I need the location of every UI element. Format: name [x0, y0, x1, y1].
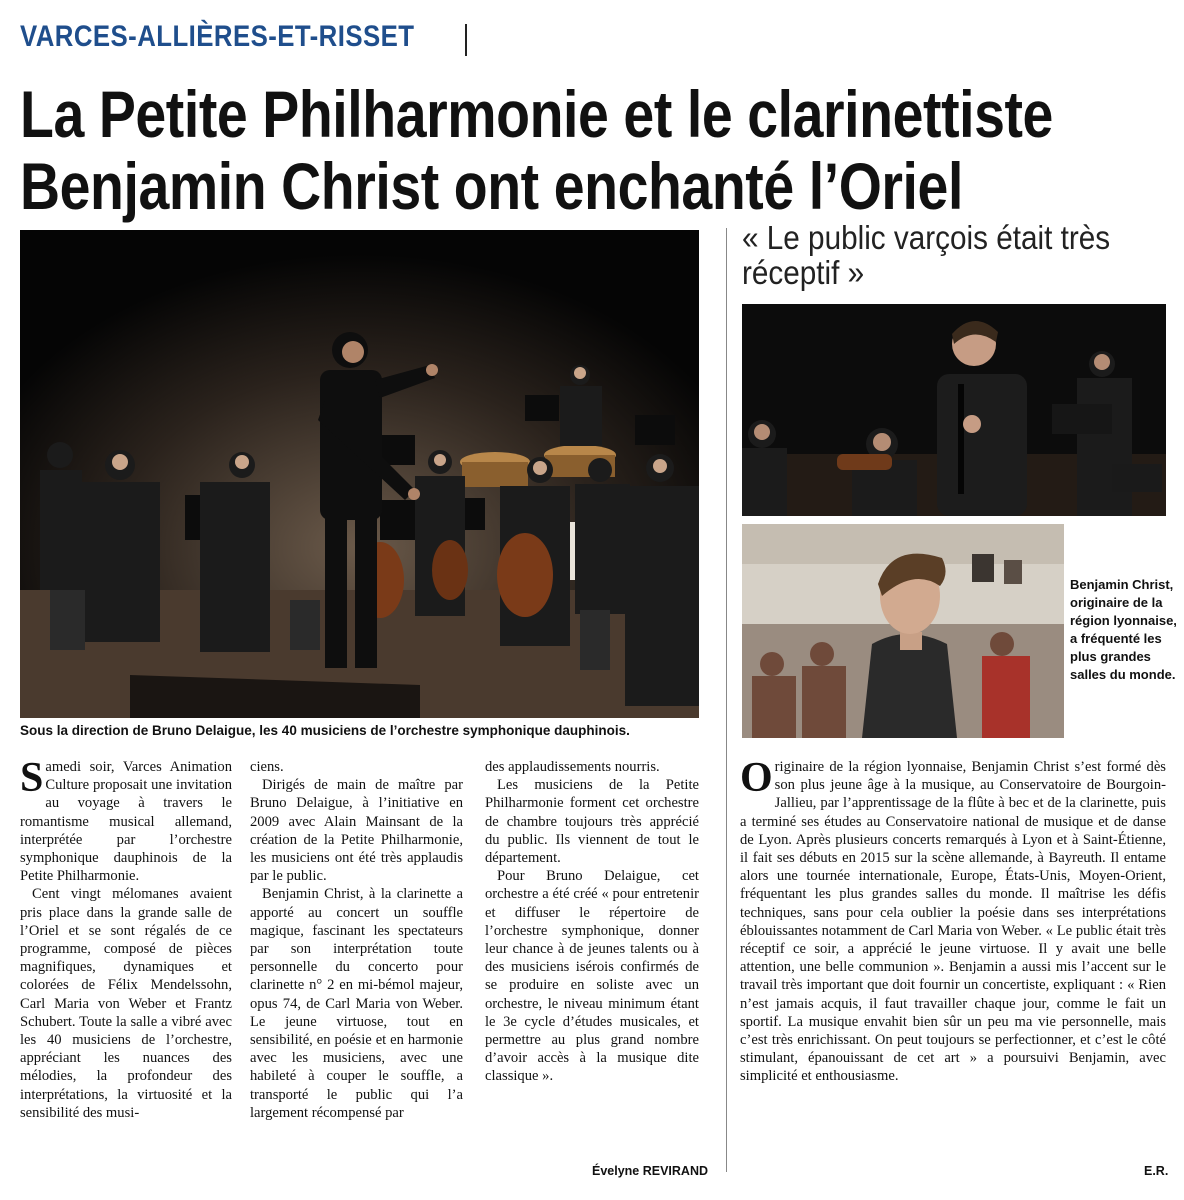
column-divider [726, 228, 727, 1172]
pull-quote: « Le public varçois était très réceptif » [742, 219, 1111, 291]
paragraph-text: amedi soir, Varces Animation Culture proposait une invitation au voyage à travers le romantisme musical allemand, interprétée par l’orchestre symphonique dauphinois de la Petite Philharmonie. [20, 759, 232, 885]
drop-cap: S [20, 755, 44, 801]
paragraph [20, 755, 232, 885]
paragraph: des applaudissements nourris. [485, 759, 660, 775]
portrait-caption: Benjamin Christ, originaire de la région lyonnaise, a fréquenté les plus grandes salles du monde. [1070, 577, 1177, 682]
author-initials: E.R. [1144, 1164, 1169, 1178]
article-column-4 [740, 755, 1166, 1086]
article-column-3 [485, 758, 699, 1086]
article-column-1 [20, 755, 232, 1122]
paragraph: Pour Bruno Delaigue, cet orchestre a été créé « pour entretenir et diffuser le répertoire de l’orchestre symphonique, donner leur chance à de jeunes talents ou à des musiciens isérois confirmés de se produire en soliste avec un orchestre, le niveau minimum étant le 3e cycle d’études musicales, et permettre au plus grand nombre d’avoir accès à la musique dite classique ». [485, 868, 699, 1085]
paragraph: Benjamin Christ, à la clarinette a apporté au concert un souffle magique, fascinant les spectateurs par son interprétation toute personnelle du concerto pour clarinette n° 2 en mi-bémol majeur, opus 74, de Carl Maria von Weber. Le jeune virtuose, tout en sensibilité, en poésie et en harmonie avec les musiciens, avec une habileté à couper le souffle, a transporté le public qui l’a largement récompensé par [250, 886, 463, 1121]
paragraph: ciens. [250, 759, 284, 775]
portrait-photo [742, 524, 1064, 738]
article-column-2 [250, 758, 463, 1122]
headline [20, 78, 1137, 222]
main-photo-caption: Sous la direction de Bruno Delaigue, les 40 musiciens de l’orchestre symphonique dauphinois. [20, 723, 630, 738]
orchestra-photo [20, 230, 699, 718]
headline-line-1: La Petite Philharmonie et le clarinettiste [20, 77, 1053, 151]
clarinettist-concert-photo [742, 304, 1166, 516]
paragraph: Cent vingt mélomanes avaient pris place dans la grande salle de l’Oriel et se sont régalés de ce programme, composé de pièces magnifiques, dynamiques et colorées de Félix Mendelssohn, Carl Maria von Weber et Frantz Schubert. Toute la salle a vibré avec les 40 musiciens de l’orchestre, appréciant les nuances des mélodies, la profondeur des interprétations, la virtuosité et la sensibilité des musi- [20, 886, 232, 1121]
paragraph: Les musiciens de la Petite Philharmonie forment cet orchestre de chambre toujours très apprécié du public. Ils viennent de tout le département. [485, 777, 699, 867]
author-signature: Évelyne REVIRAND [592, 1164, 709, 1178]
drop-cap: O [740, 755, 773, 801]
paragraph-text: riginaire de la région lyonnaise, Benjamin Christ s’est formé dès son plus jeune âge à la musique, au Conservatoire de Bourgoin-Jallieu, par l’apprentissage de la flûte à bec et de la clarinette, puis a terminé ses études au Conservatoire national de musique et de danse de Lyon. Après plusieurs concerts remarqués à Lyon et à Saint-Étienne, il fait ses débuts en 2015 sur la scène allemande, à Bayreuth. Il entame alors une tournée internationale, Europe, États-Unis, Moyen-Orient, fréquentant les plus grandes salles du monde. Il maîtrise les défis techniques, sans pour cela oublier la poésie dans ses interprétations éblouissantes notamment de Carl Maria von Weber. « Le public était très réceptif ce soir, a apprécié le jeune virtuose. Il y avait une belle attention, une belle communion ». Benjamin a aussi mis l’accent sur le travail très important que doit fournir un concertiste, expliquant : « Rien n’est jamais acquis, il faut travailler chaque jour, comme le fait un sportif. La musique envahit bien sûr un peu ma vie personnelle, mais c’est très enrichissant. On peut toujours se perfectionner, et c’est le côté stimulant, épanouissant de cet art » a poursuivi Benjamin, avec simplicité et enthousiasme. [740, 759, 1166, 1085]
section-kicker: VARCES-ALLIÈRES-ET-RISSET [20, 20, 415, 53]
headline-line-2: Benjamin Christ ont enchanté l’Oriel [20, 149, 963, 223]
paragraph: Dirigés de main de maître par Bruno Delaigue, à l’initiative en 2009 avec Alain Mainsant de la création de la Petite Philharmonie, les musiciens ont été très applaudis par le public. [250, 777, 463, 885]
paragraph [740, 755, 1166, 1086]
kicker-divider [465, 24, 467, 56]
